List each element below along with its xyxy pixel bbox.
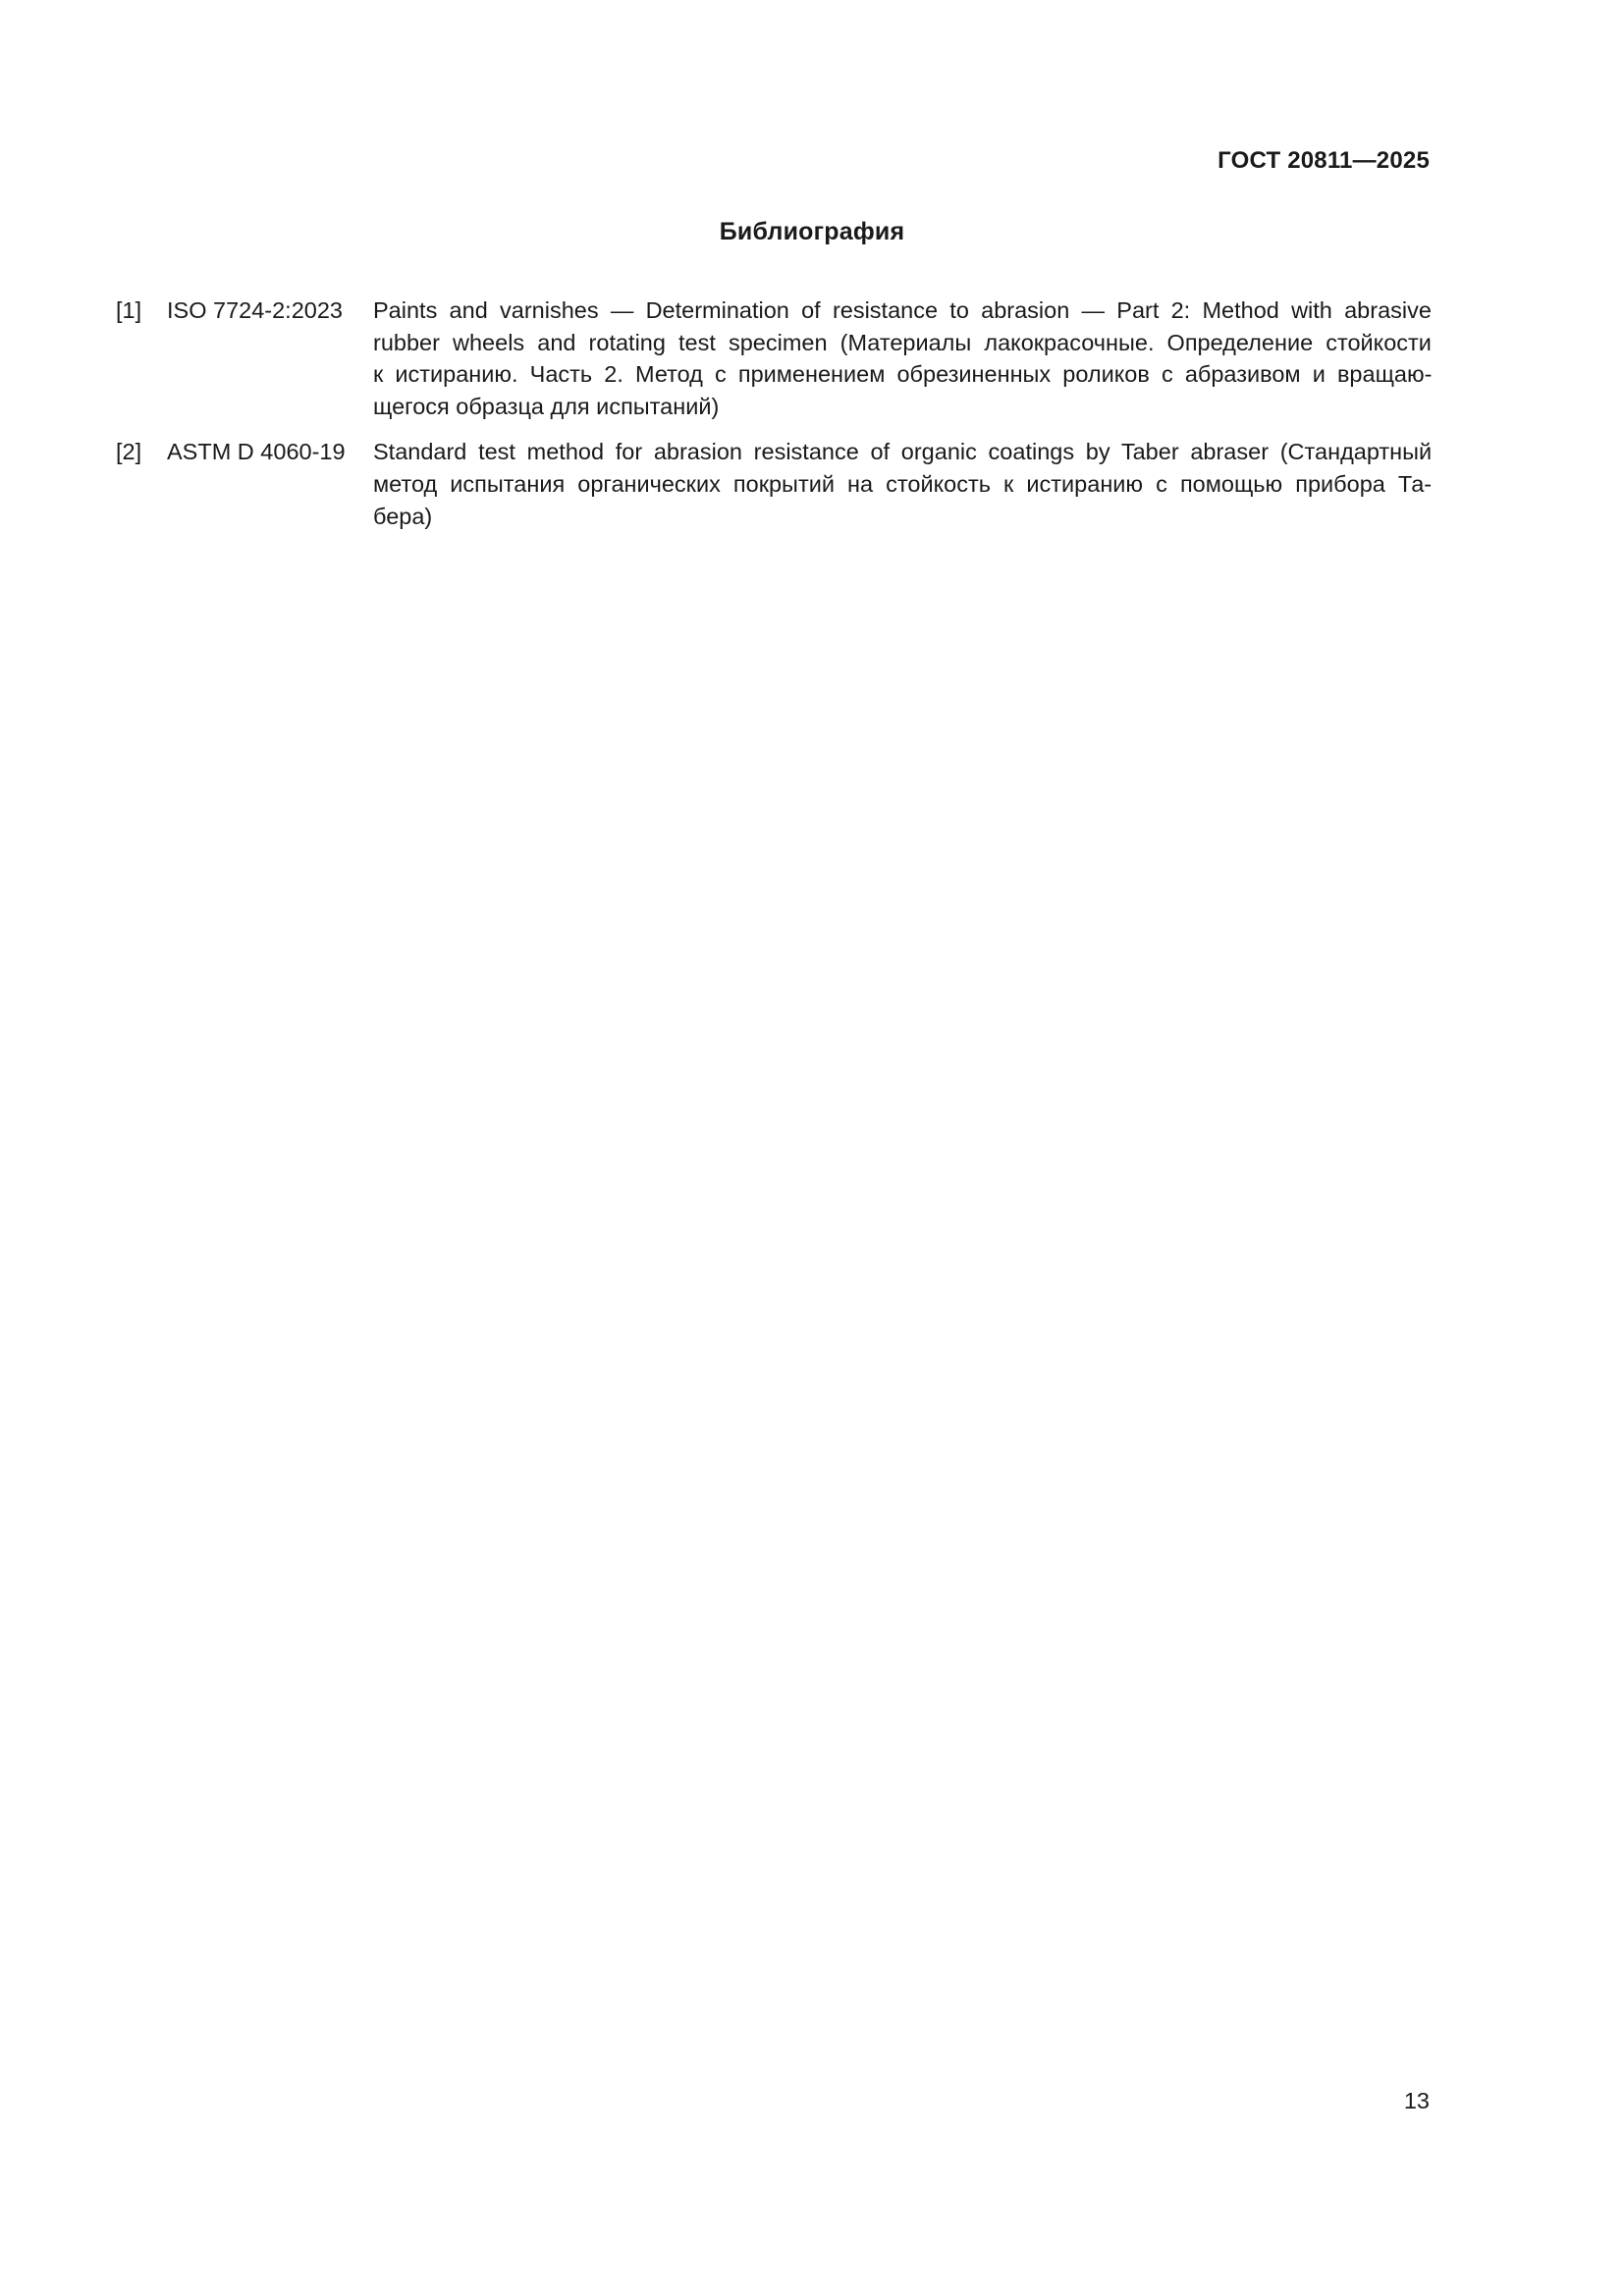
page-number: 13 [1403, 2088, 1430, 2113]
bibliography-list [116, 294, 1432, 546]
running-header: ГОСТ 20811—2025 [1218, 147, 1430, 174]
entry-number: [2] [116, 439, 142, 465]
entry-text [373, 436, 1432, 532]
entry-text-line: бера) [373, 503, 433, 529]
entry-number: [1] [116, 297, 142, 323]
entry-text-line: к истиранию. Часть 2. Метод с применением обрезиненных роликов с абразивом и вращаю- [373, 361, 1433, 388]
entry-reference-code: ASTM D 4060-19 [167, 439, 346, 465]
bibliography-entry [116, 436, 1432, 532]
section-title: Библиография [719, 218, 905, 245]
bibliography-entry [116, 294, 1432, 422]
entry-text-line: щегося образца для испытаний) [373, 393, 720, 419]
entry-reference-code: ISO 7724-2:2023 [167, 297, 343, 323]
entry-text-line: Standard test method for abrasion resistance of organic coatings by Taber abraser (Стандартный [373, 439, 1433, 465]
entry-text-line: метод испытания органических покрытий на стойкость к истиранию с помощью прибора Та- [373, 470, 1433, 497]
entry-text-line: rubber wheels and rotating test specimen (Материалы лакокрасочные. Определение стойкости [373, 329, 1432, 355]
entry-text-line: Paints and varnishes — Determination of resistance to abrasion — Part 2: Method with abrasive [373, 297, 1432, 323]
entry-text [373, 294, 1432, 422]
